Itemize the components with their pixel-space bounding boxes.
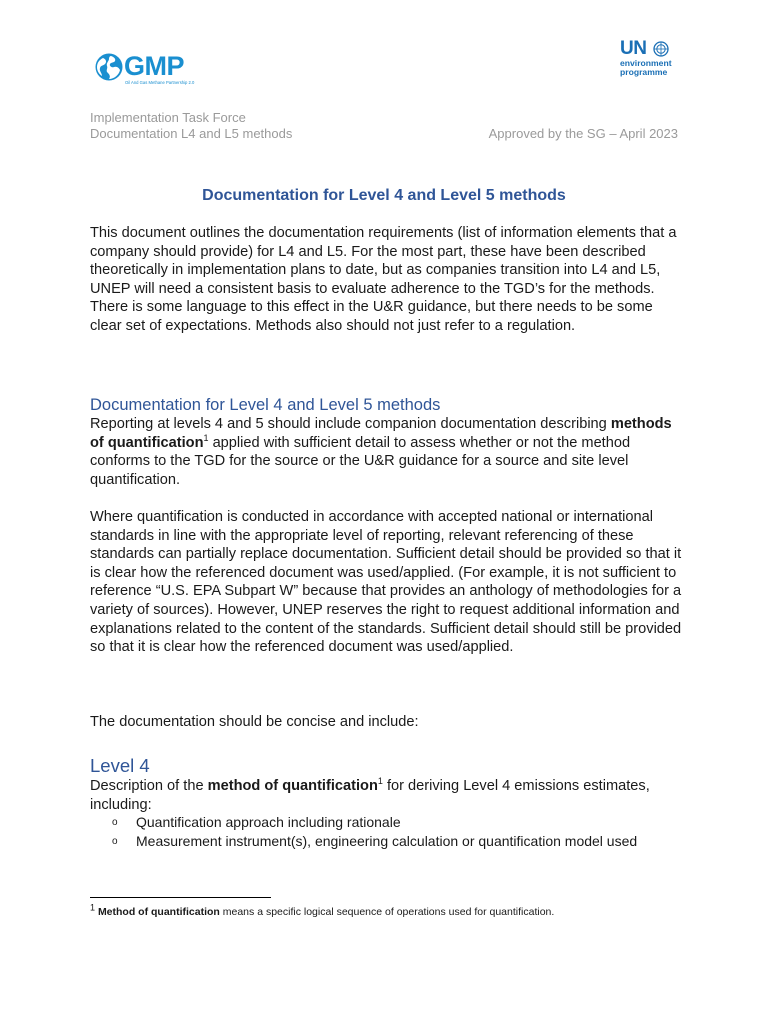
list-item-text: Quantification approach including rationale [136, 814, 401, 830]
footnote-bold-term: Method of quantification [97, 906, 220, 918]
un-logo-sub-line-2: programme [620, 67, 668, 77]
document-meta [90, 110, 292, 142]
standards-paragraph: Where quantification is conducted in accordance with accepted national or international standards in line with the appropriate level of reporting, relevant referencing of these standards can partially replace documentation. Sufficient detail should be provided so that it is clear how the referenced document was used/applied. (For example, it is not sufficient to reference “U.S. EPA Subpart W” because that provides an anthology of methodologies for a variety of sources). However, UNEP reserves the right to request additional information and explanations related to the content of the standards. Sufficient detail should still be provided so that it is clear how the referenced document was used/applied. [90, 509, 682, 656]
intro-paragraph: This document outlines the documentation requirements (list of information elements that a company should provide) for L4 and L5. For the most part, these have been described theoretically in implementation plans to date, but as companies transition into L4 and L5, UNEP will need a consistent basis to evaluate adherence to the TGD’s for the methods. There is some language to this effect in the U&R guidance, but there needs to be some clear set of expectations. Methods also should not just refer to a regulation. [90, 225, 677, 334]
footnote-separator [90, 897, 271, 898]
un-logo-subtext [620, 59, 672, 77]
level4-heading: Level 4 [90, 755, 150, 776]
gmp-logo [94, 50, 204, 90]
un-logo-sub-line-1: environment [620, 58, 672, 68]
bullet-marker: o [112, 836, 118, 847]
approval-note: Approved by the SG – April 2023 [488, 126, 678, 141]
document-title: Documentation for Level 4 and Level 5 methods [202, 187, 566, 204]
level4-bold-term: method of quantification [207, 778, 378, 794]
gmp-logo-text: GMP [124, 51, 185, 81]
footnote-ref: 1 [203, 432, 209, 443]
footnote [90, 902, 555, 919]
level4-bullet-list [112, 813, 692, 851]
un-logo-text: UN [620, 38, 647, 59]
list-item [112, 832, 692, 851]
list-item [112, 813, 692, 832]
reporting-bold-term: methods of quantification [90, 416, 672, 451]
reporting-paragraph [90, 415, 682, 489]
gmp-logo-subtext: Oil And Gas Methane Partnership 2.0 [125, 80, 195, 85]
meta-doc-name: Documentation L4 and L5 methods [90, 126, 293, 141]
list-item-text: Measurement instrument(s), engineering calculation or quantification model used [136, 833, 638, 849]
footnote-ref: 1 [377, 776, 383, 787]
concise-paragraph: The documentation should be concise and include: [90, 714, 419, 730]
reporting-text-before: Reporting at levels 4 and 5 should include companion documentation describing [90, 416, 611, 432]
meta-task-force: Implementation Task Force [90, 110, 246, 125]
footnote-number: 1 [90, 902, 96, 913]
reporting-text-after: applied with sufficient detail to assess whether or not the method conforms to the TGD for the source or the U&R guidance for a source and site level quantification. [90, 434, 631, 488]
footnote-text: means a specific logical sequence of operations used for quantification. [219, 906, 555, 918]
un-emblem-icon [653, 41, 669, 57]
bullet-marker: o [112, 817, 118, 828]
un-environment-logo [617, 38, 679, 84]
section-heading: Documentation for Level 4 and Level 5 methods [90, 396, 441, 414]
level4-text-before: Description of the [90, 778, 208, 794]
level4-description [90, 777, 682, 814]
level4-text-after: for deriving Level 4 emissions estimates, including: [90, 778, 650, 813]
globe-icon [94, 52, 124, 82]
